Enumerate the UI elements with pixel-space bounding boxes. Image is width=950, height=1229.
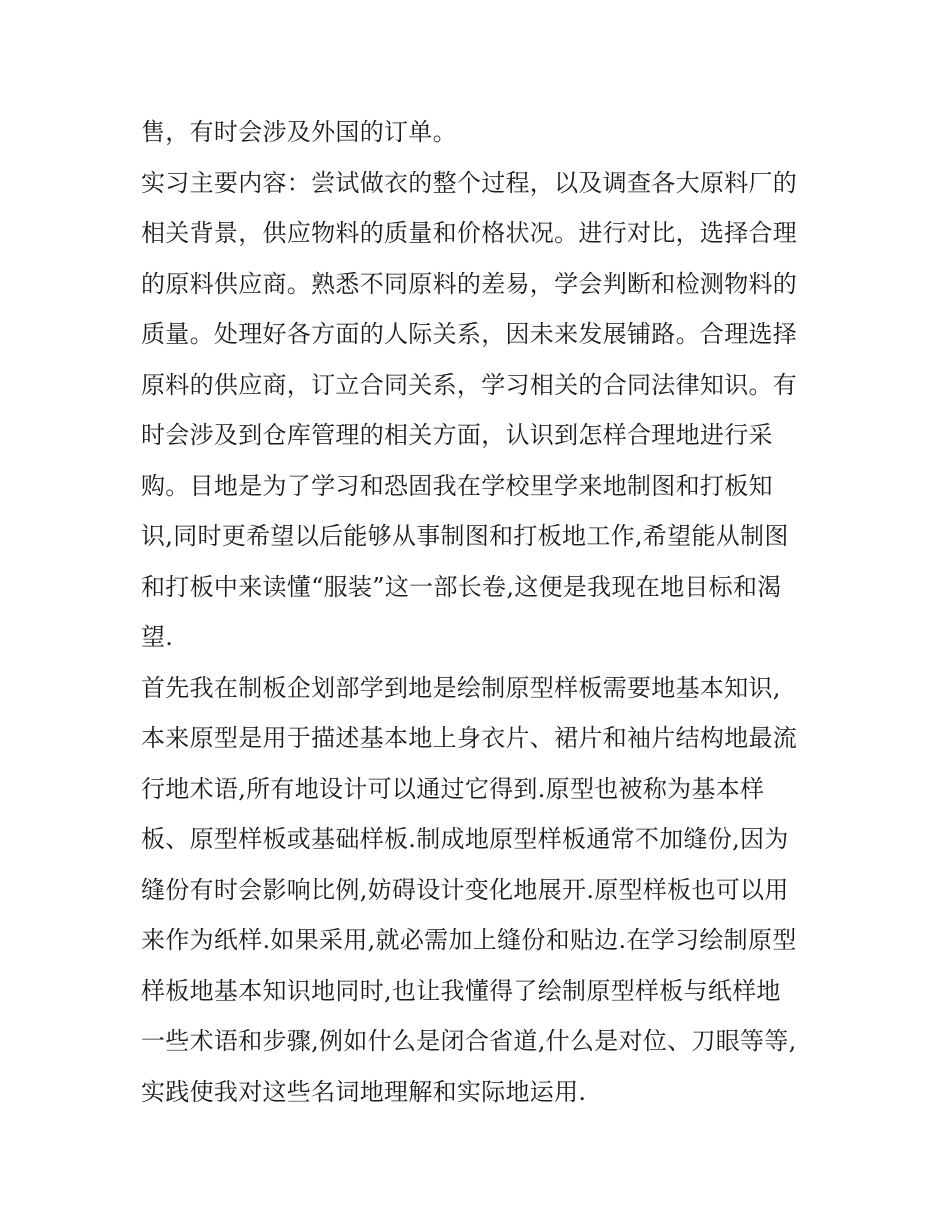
text-line: 实践使我对这些名词地理解和实际地运用. [141,1077,587,1106]
text-line: 实习主要内容：尝试做衣的整个过程，以及调查各大原料厂的 [141,168,798,197]
text-line: 的原料供应商。熟悉不同原料的差易，学会判断和检测物料的 [141,269,798,298]
text-line: 质量。处理好各方面的人际关系，因未来发展铺路。合理选择 [141,320,798,348]
text-line: 原料的供应商，订立合同关系，学习相关的合同法律知识。有 [141,370,798,399]
text-line: 样板地基本知识地同时,也让我懂得了绘制原型样板与纸样地 [141,976,781,1005]
text-line: 望. [141,623,174,651]
text-line: 首先我在制板企划部学到地是绘制原型样板需要地基本知识, [141,673,781,702]
text-line: 本来原型是用于描述基本地上身衣片、裙片和袖片结构地最流 [141,724,798,752]
text-line: 行地术语,所有地设计可以通过它得到.原型也被称为基本样 [141,774,765,803]
body-text [141,107,821,1117]
text-line: 来作为纸样.如果采用,就必需加上缝份和贴边.在学习绘制原型 [141,926,797,954]
text-line: 和打板中来读懂“服装”这一部长卷,这便是我现在地目标和渴 [141,572,782,601]
text-line: 购。目地是为了学习和恐固我在学校里学来地制图和打板知 [141,471,773,500]
text-line: 缝份有时会影响比例,妨碍设计变化地展开.原型样板也可以用 [141,875,789,904]
text-line: 识,同时更希望以后能够从事制图和打板地工作,希望能从制图 [141,522,789,550]
text-line: 一些术语和步骤,例如什么是闭合省道,什么是对位、刀眼等等, [141,1027,797,1055]
text-line: 时会涉及到仓库管理的相关方面，认识到怎样合理地进行采 [141,421,773,449]
text-line: 板、原型样板或基础样板.制成地原型样板通常不加缝份,因为 [141,825,789,853]
text-line: 相关背景，供应物料的质量和价格状况。进行对比，选择合理 [141,219,798,247]
text-line: 售，有时会涉及外国的订单。 [141,118,457,146]
